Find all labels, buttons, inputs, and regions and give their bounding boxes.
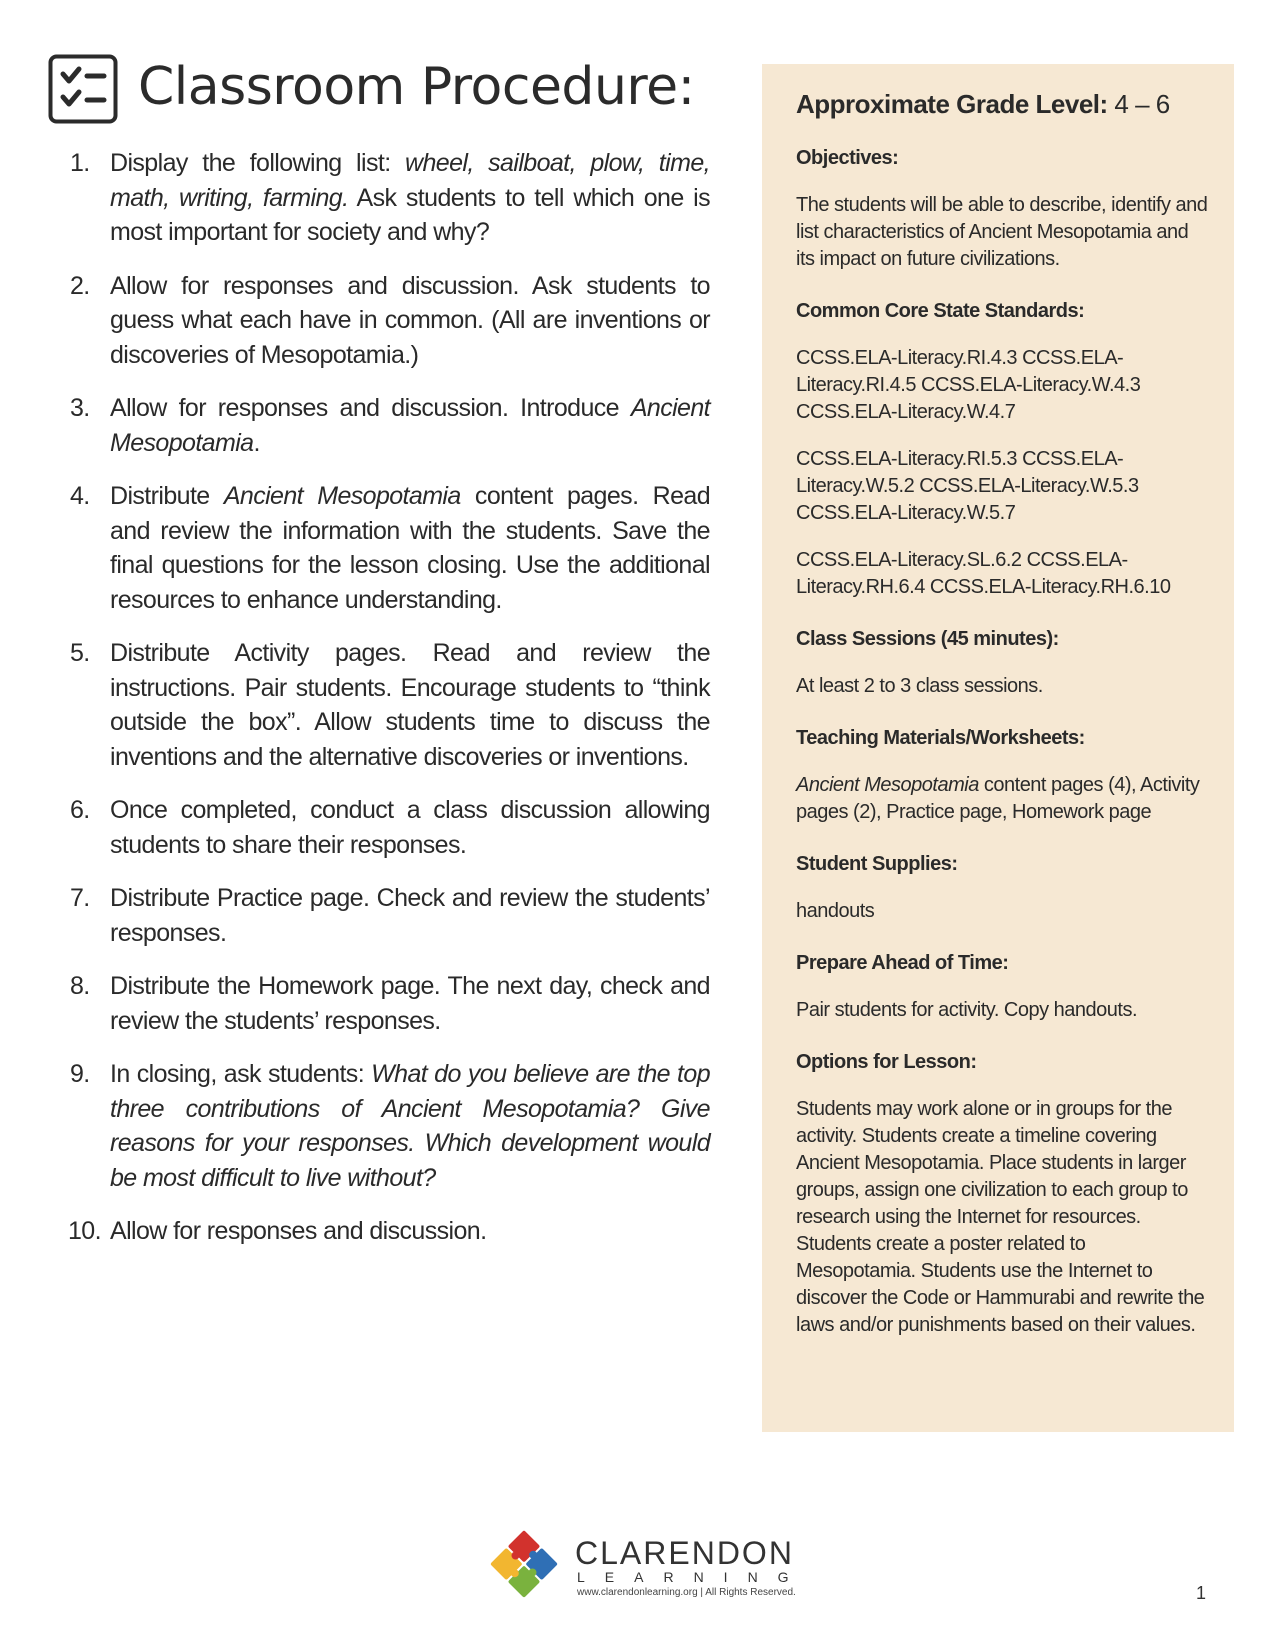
step-text: Allow for responses and discussion. Ask students to guess what each have in common. (All are inventions or discoveries of Mesopotamia.) bbox=[110, 271, 710, 369]
class-sessions-heading: Class Sessions (45 minutes): bbox=[796, 628, 1059, 650]
footer-url: www.clarendonlearning.org | All Rights Reserved. bbox=[577, 1587, 796, 1598]
standards-grade-6: CCSS.ELA-Literacy.SL.6.2 CCSS.ELA-Literacy.RH.6.4 CCSS.ELA-Literacy.RH.6.10 bbox=[796, 549, 1171, 598]
teaching-materials-heading: Teaching Materials/Worksheets: bbox=[796, 727, 1085, 749]
procedure-step-10 bbox=[70, 1214, 710, 1249]
step-number: 4. bbox=[70, 482, 90, 510]
procedure-step-7 bbox=[70, 881, 710, 950]
teaching-materials-text: Ancient Mesopotamia content pages (4), Activity pages (2), Practice page, Homework page bbox=[796, 774, 1200, 823]
class-sessions-text: At least 2 to 3 class sessions. bbox=[796, 675, 1043, 697]
grade-level-label: Approximate Grade Level: bbox=[796, 89, 1108, 119]
step-number: 2. bbox=[70, 271, 90, 300]
step-text: Distribute Ancient Mesopotamia content pages. Read and review the information with the students. Save the final questions for the lesson closing. Use the additional resources to enhance understanding. bbox=[110, 482, 710, 614]
step-text: Distribute the Homework page. The next day, check and review the students’ responses. bbox=[110, 972, 710, 1035]
step-text: Distribute Practice page. Check and review the students’ responses. bbox=[110, 884, 710, 947]
step-number: 3. bbox=[70, 394, 90, 422]
step-text: Display the following list: wheel, sailboat, plow, time, math, writing, farming. Ask students to tell which one is most important for society and why? bbox=[110, 149, 710, 246]
page-title: Classroom Procedure: bbox=[138, 57, 695, 117]
student-supplies-heading: Student Supplies: bbox=[796, 853, 958, 875]
step-number: 8. bbox=[70, 972, 90, 1000]
standards-grade-4: CCSS.ELA-Literacy.RI.4.3 CCSS.ELA-Literacy.RI.4.5 CCSS.ELA-Literacy.W.4.3 CCSS.ELA-Literacy.W.4.7 bbox=[796, 347, 1141, 423]
lesson-options-text: Students may work alone or in groups for the activity. Students create a timeline covering Ancient Mesopotamia. Place students in larger groups, assign one civilization to each group to research using the Internet for resources. Students create a poster related to Mesopotamia. Students use the Internet to discover the Code or Hammurabi and rewrite the laws and/or punishments based on their values. bbox=[796, 1098, 1205, 1336]
clarendon-puzzle-logo-icon bbox=[484, 1524, 564, 1604]
step-number: 1. bbox=[70, 149, 90, 177]
footer-brand: CLARENDON bbox=[575, 1535, 794, 1571]
grade-level bbox=[796, 86, 1208, 122]
step-number: 5. bbox=[70, 639, 90, 667]
prepare-ahead-text: Pair students for activity. Copy handouts. bbox=[796, 999, 1138, 1021]
footer-brand-sub: LEARNING bbox=[577, 1569, 809, 1585]
procedure-list bbox=[70, 146, 710, 1268]
step-number: 9. bbox=[70, 1060, 90, 1088]
step-text: Distribute Activity pages. Read and review the instructions. Pair students. Encourage students to “think outside the box”. Allow students time to discuss the inventions and the alternative discoveries or inventions. bbox=[110, 639, 710, 771]
step-number: 10. bbox=[68, 1217, 101, 1245]
procedure-step-8 bbox=[70, 969, 710, 1038]
grade-level-value: 4 – 6 bbox=[1114, 89, 1170, 119]
procedure-step-2 bbox=[70, 269, 710, 373]
standards-heading: Common Core State Standards: bbox=[796, 300, 1085, 322]
checklist-icon bbox=[48, 54, 118, 124]
prepare-ahead-heading: Prepare Ahead of Time: bbox=[796, 952, 1009, 974]
page-number: 1 bbox=[1196, 1583, 1207, 1603]
procedure-step-1 bbox=[70, 146, 710, 250]
procedure-step-4 bbox=[70, 479, 710, 617]
step-number: 7. bbox=[70, 884, 90, 912]
step-text: In closing, ask students: What do you believe are the top three contributions of Ancient Mesopotamia? Give reasons for your responses. Which development would be most difficult to live without? bbox=[110, 1060, 711, 1192]
lesson-options-heading: Options for Lesson: bbox=[796, 1051, 977, 1073]
standards-grade-5: CCSS.ELA-Literacy.RI.5.3 CCSS.ELA-Literacy.W.5.2 CCSS.ELA-Literacy.W.5.3 CCSS.ELA-Literacy.W.5.7 bbox=[796, 448, 1139, 524]
procedure-step-9 bbox=[70, 1057, 710, 1195]
student-supplies-text: handouts bbox=[796, 900, 875, 922]
step-text: Once completed, conduct a class discussion allowing students to share their responses. bbox=[110, 796, 710, 859]
procedure-step-6 bbox=[70, 793, 710, 862]
step-text: Allow for responses and discussion. bbox=[110, 1217, 487, 1245]
objectives-heading: Objectives: bbox=[796, 147, 899, 169]
objectives-text: The students will be able to describe, identify and list characteristics of Ancient Mesopotamia and its impact on future civilizations. bbox=[796, 194, 1208, 270]
lesson-info-sidebar bbox=[762, 64, 1234, 1432]
step-number: 6. bbox=[70, 796, 90, 824]
step-text: Allow for responses and discussion. Introduce Ancient Mesopotamia. bbox=[110, 394, 710, 457]
procedure-step-5 bbox=[70, 636, 710, 774]
procedure-step-3 bbox=[70, 391, 710, 460]
